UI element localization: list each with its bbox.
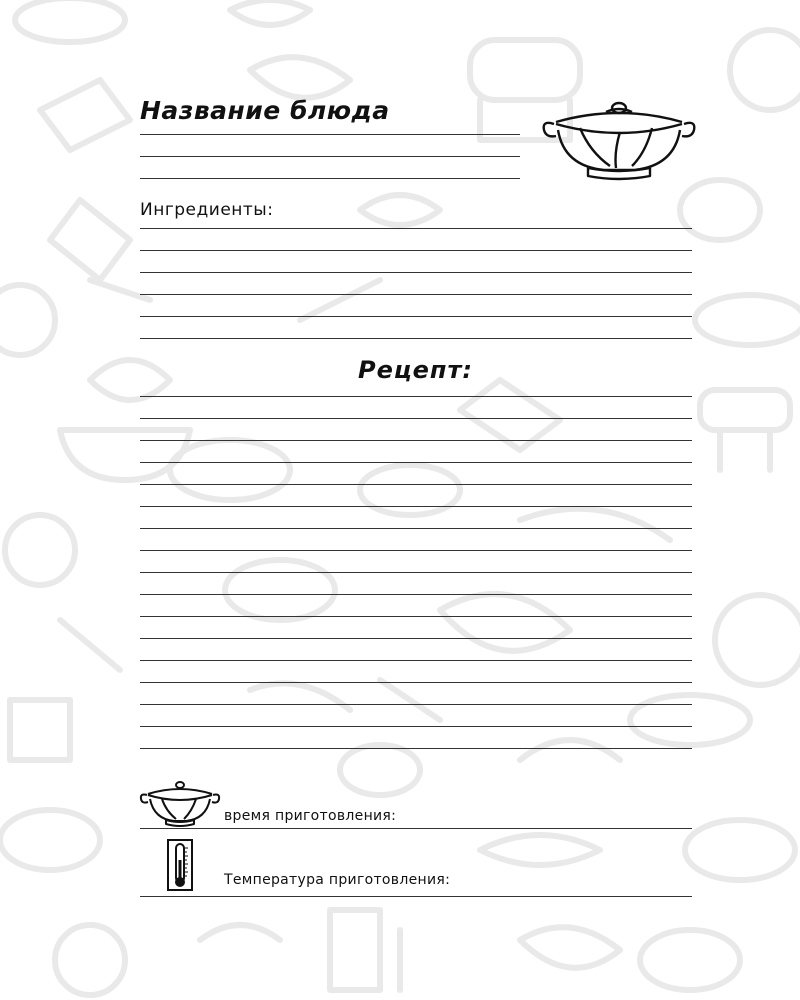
recipe-line[interactable] (140, 506, 692, 507)
ingredient-line[interactable] (140, 250, 692, 251)
recipe-line[interactable] (140, 484, 692, 485)
recipe-line[interactable] (140, 462, 692, 463)
dish-name-line[interactable] (140, 156, 520, 157)
recipe-heading: Рецепт: (358, 356, 474, 384)
cook-time-label: время приготовления: (224, 808, 397, 824)
cooking-pot-icon (138, 778, 222, 828)
recipe-line[interactable] (140, 638, 692, 639)
ingredient-line[interactable] (140, 228, 692, 229)
ingredient-line[interactable] (140, 272, 692, 273)
recipe-line[interactable] (140, 440, 692, 441)
recipe-line[interactable] (140, 550, 692, 551)
ingredient-line[interactable] (140, 338, 692, 339)
ingredient-line[interactable] (140, 316, 692, 317)
recipe-line[interactable] (140, 418, 692, 419)
cook-time-line[interactable] (140, 828, 692, 829)
recipe-line[interactable] (140, 660, 692, 661)
recipe-line[interactable] (140, 396, 692, 397)
recipe-line[interactable] (140, 726, 692, 727)
ingredients-label: Ингредиенты: (140, 200, 274, 220)
recipe-line[interactable] (140, 572, 692, 573)
ingredient-line[interactable] (140, 294, 692, 295)
cook-temperature-label: Температура приготовления: (224, 872, 451, 888)
recipe-line[interactable] (140, 748, 692, 749)
thermometer-icon (166, 838, 194, 892)
dish-title-label: Название блюда (140, 96, 390, 125)
recipe-line[interactable] (140, 704, 692, 705)
recipe-line[interactable] (140, 616, 692, 617)
dish-name-line[interactable] (140, 178, 520, 179)
cook-temperature-line[interactable] (140, 896, 692, 897)
recipe-line[interactable] (140, 528, 692, 529)
dish-name-line[interactable] (140, 134, 520, 135)
cooking-pot-icon (540, 98, 698, 184)
recipe-line[interactable] (140, 682, 692, 683)
recipe-line[interactable] (140, 594, 692, 595)
